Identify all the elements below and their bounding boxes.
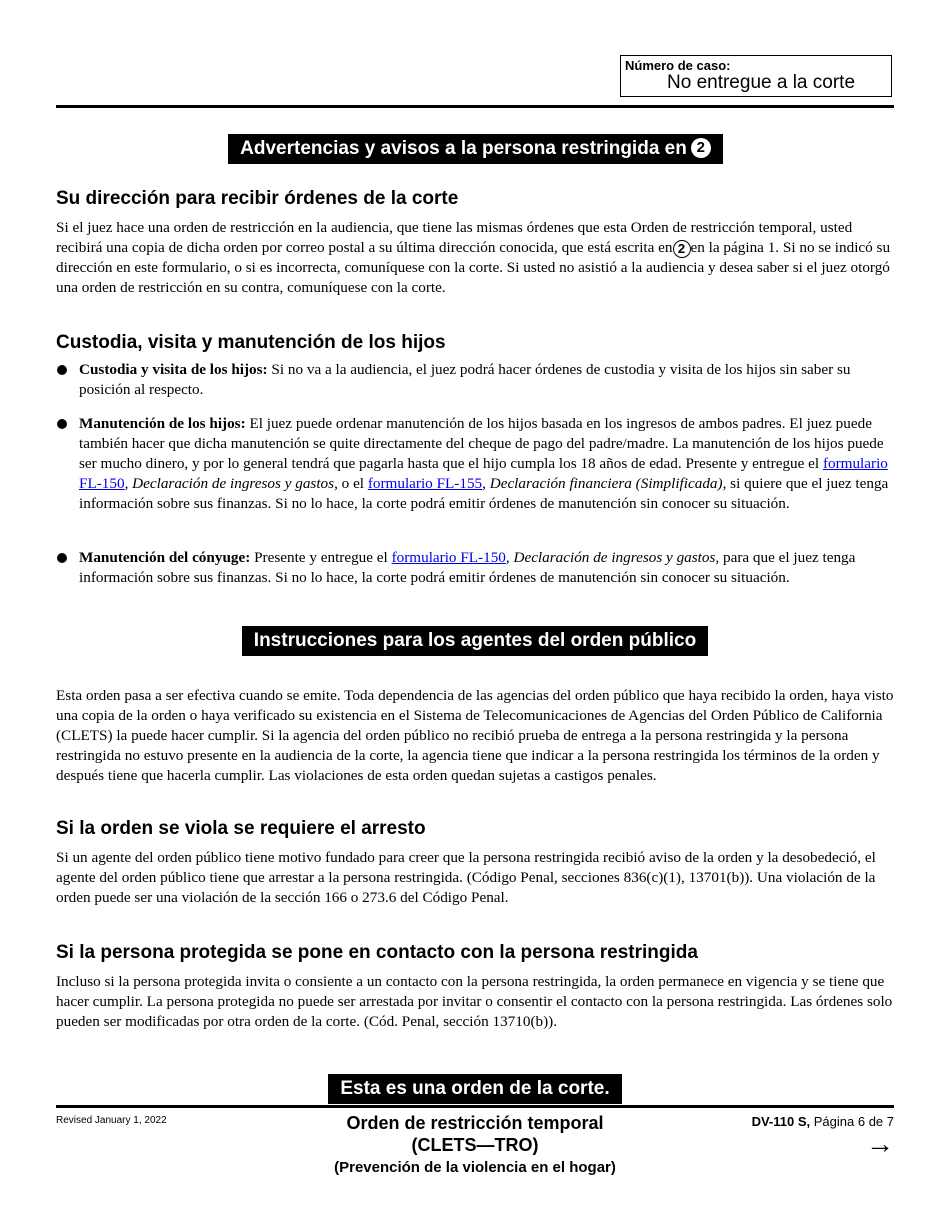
item-number-circle: 2 bbox=[673, 240, 691, 258]
form-title-line1: Orden de restricción temporal bbox=[346, 1113, 604, 1133]
law-enforcement-banner: Instrucciones para los agentes del orden público bbox=[242, 626, 708, 656]
bullet-icon bbox=[57, 419, 67, 429]
address-section-title: Su dirección para recibir órdenes de la corte bbox=[56, 188, 459, 209]
case-number-value: No entregue a la corte bbox=[667, 72, 856, 93]
next-page-arrow-icon[interactable]: → bbox=[866, 1128, 894, 1159]
form-fl155-link[interactable]: formulario FL-155 bbox=[367, 475, 483, 492]
arrest-section-title: Si la orden se viola se requiere el arresto bbox=[56, 818, 426, 839]
contact-section-paragraph: Incluso si la persona protegida invita o consiente a un contacto con la persona restringida, la orden permanece en vigencia y se tiene que hacer cumplir. La persona protegida no puede ser arrestada por invitar o consentir el contacto con la persona restringida. Las órdenes solo pueden ser modificadas por otra orden de la corte. (Cód. Penal, sección 13710(b)). bbox=[56, 973, 893, 1030]
bullet-child-support: Manutención de los hijos: El juez puede ordenar manutención de los hijos basada en los ingresos de ambos padres. El juez puede también hacer que dicha manutención se quite directamente del cheque de pago del padre/madre. La manutención de los hijos puede ser mucho dinero, y por lo general tendrá que pagarla hasta que el hijo cumpla los 18 años de edad. Presente y entregue el formulario FL-150, Declaración de ingresos y gastos, o el formulario FL-155, Declaración financiera (Simplificada), si quiere que el juez tenga información sobre sus finanzas. Si no lo hace, la corte podrá emitir órdenes de manutención sin conocer su situación. bbox=[56, 414, 894, 514]
bullet-icon bbox=[57, 365, 67, 375]
item-number-badge: 2 bbox=[691, 138, 711, 158]
case-number-label: Número de caso: bbox=[625, 58, 731, 73]
revised-date: Revised January 1, 2022 bbox=[56, 1115, 167, 1126]
bullet-custody-visitation: Custodia y visita de los hijos: Si no va a la audiencia, el juez podrá hacer órdenes de custodia y visita de los hijos sin saber su posición al respecto. bbox=[56, 360, 894, 400]
enforcement-paragraph: Esta orden pasa a ser efectiva cuando se emite. Toda dependencia de las agencias del orden público que haya recibido la orden, haya visto una copia de la orden o haya verificado su existencia en el Sistema de Telecomunicaciones de Agencias del Orden Público de California (CLETS) la puede hacer cumplir. Si la agencia del orden público no recibió prueba de entrega a la persona restringida y la persona restringida no estuvo presente en la audiencia de la corte, la agencia tiene que indicar a la persona restringida los términos de la orden y después tiene que hacerla cumplir. Las violaciones de esta orden quedan sujetas a castigos penales. bbox=[56, 687, 894, 784]
footer-rule bbox=[56, 1105, 894, 1108]
page-number: Página 6 de 7 bbox=[813, 1114, 894, 1129]
form-subtitle: (Prevención de la violencia en el hogar) bbox=[334, 1159, 616, 1176]
custody-section-title: Custodia, visita y manutención de los hijos bbox=[56, 332, 446, 353]
page-indicator bbox=[752, 1114, 894, 1129]
header-rule bbox=[56, 105, 894, 108]
address-section-paragraph: Si el juez hace una orden de restricción en la audiencia, que tiene las mismas órdenes que esta Orden de restricción temporal, usted recibirá una copia de dicha orden por correo postal a su última dirección conocida, que está escrita en 2 en la página 1. Si no se indicó su dirección en este formulario, o si es incorrecta, comuníquese con la corte. Si usted no asistió a la audiencia y desea saber si el juez otorgó una orden de restricción en su contra, comuníquese con la corte. bbox=[56, 219, 891, 296]
form-fl150-link[interactable]: formulario FL-150 bbox=[391, 549, 506, 566]
warnings-banner bbox=[228, 134, 723, 164]
warnings-banner-text: Advertencias y avisos a la persona restringida en bbox=[240, 138, 687, 159]
form-fl150-link[interactable]: formulario FL-150 bbox=[79, 455, 888, 492]
arrest-section-paragraph: Si un agente del orden público tiene motivo fundado para creer que la persona restringida recibió aviso de la orden y la desobedeció, el agente del orden público tiene que arrestar a la persona restringida. (Código Penal, secciones 836(c)(1), 13701(b)). Una violación de la orden puede ser una violación de la sección 166 o 273.6 del Código Penal. bbox=[56, 849, 876, 906]
bullet-spousal-support: Manutención del cónyuge: Presente y entregue el formulario FL-150, Declaración de ingresos y gastos, para que el juez tenga información sobre sus finanzas. Si no lo hace, la corte podrá emitir órdenes de manutención sin conocer su situación. bbox=[56, 548, 894, 588]
contact-section-title: Si la persona protegida se pone en contacto con la persona restringida bbox=[56, 942, 698, 963]
case-number-box bbox=[620, 55, 892, 97]
court-order-banner: Esta es una orden de la corte. bbox=[328, 1074, 622, 1104]
form-id: DV-110 S, bbox=[751, 1114, 811, 1129]
form-title-line2: (CLETS—TRO) bbox=[411, 1135, 539, 1155]
footer-form-title bbox=[300, 1112, 650, 1180]
bullet-icon bbox=[57, 553, 67, 563]
